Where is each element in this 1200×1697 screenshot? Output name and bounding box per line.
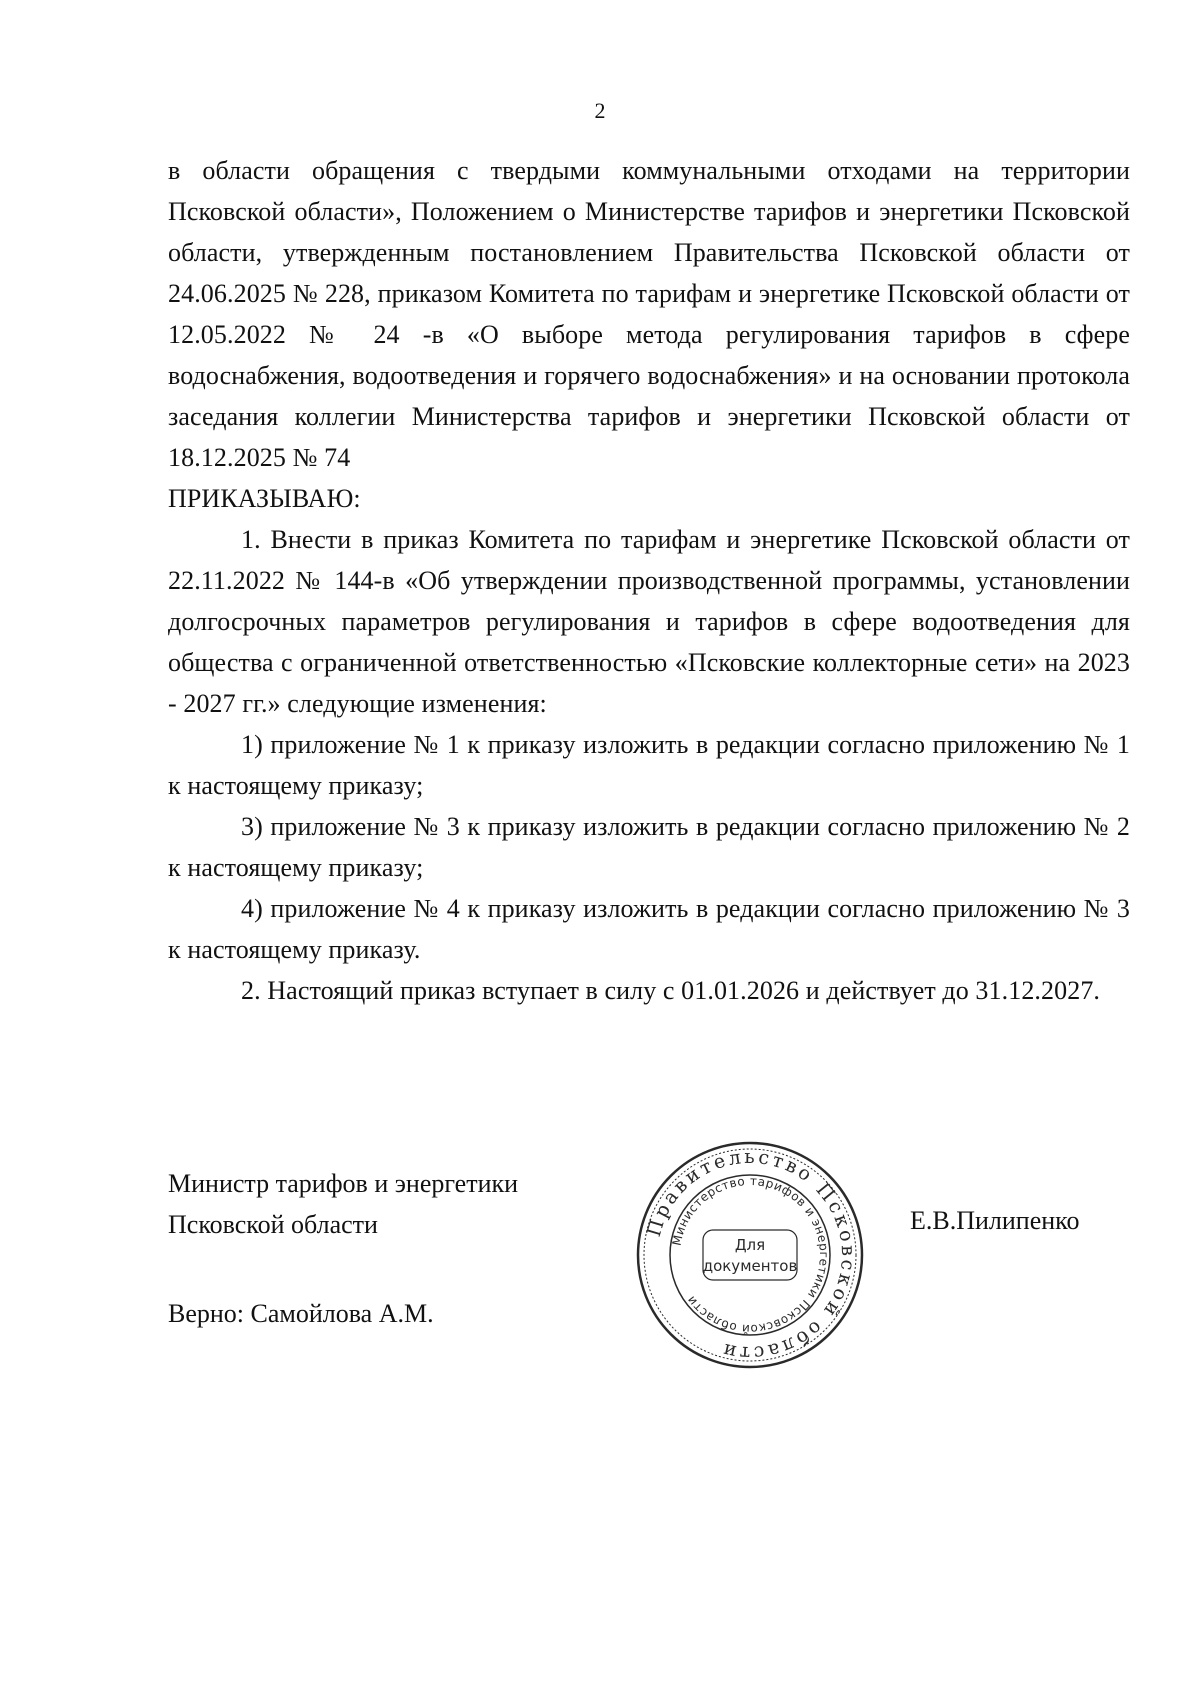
certified-copy-note: Верно: Самойлова А.М.	[168, 1299, 434, 1328]
stamp-seal-icon	[625, 1130, 875, 1380]
sub-item-1: 1) приложение № 1 к приказу изложить в редакции согласно приложению № 1 к настоящему приказу;	[168, 730, 1130, 800]
stamp-center-line-2: документов	[702, 1257, 798, 1275]
signatory-name: Е.В.Пилипенко	[910, 1206, 1080, 1235]
document-body	[168, 150, 1130, 1011]
page-number: 2	[594, 98, 606, 123]
signatory-title-line-1: Министр тарифов и энергетики	[168, 1169, 519, 1198]
sub-item-4: 4) приложение № 4 к приказу изложить в редакции согласно приложению № 3 к настоящему приказу.	[168, 894, 1130, 964]
order-item-2: 2. Настоящий приказ вступает в силу с 01.01.2026 и действует до 31.12.2027.	[241, 976, 1101, 1005]
signatory-title-line-2: Псковской области	[168, 1210, 378, 1239]
stamp-inner-text-path: Министерство тарифов и энергетики Псковской области	[669, 1173, 832, 1337]
signatory-title	[168, 1163, 518, 1245]
order-heading: ПРИКАЗЫВАЮ:	[168, 484, 361, 513]
stamp-outer-text-path: Правительство Псковской области	[642, 1145, 860, 1365]
sub-item-3: 3) приложение № 3 к приказу изложить в редакции согласно приложению № 2 к настоящему приказу;	[168, 812, 1130, 882]
stamp-center-line-1: Для	[734, 1236, 766, 1254]
official-stamp	[625, 1130, 875, 1380]
stamp-inner-text	[670, 1174, 831, 1336]
order-item-1: 1. Внести в приказ Комитета по тарифам и энергетике Псковской области от 22.11.2022 № 144-в «Об утверждении производственной программы, установлении долгосрочных параметров регулирования и тарифов в сфере водоотведения для общества с ограниченной ответственностью «Псковские коллекторные сети» на 2023 - 2027 гг.» следующие изменения:	[168, 525, 1130, 718]
intro-paragraph: в области обращения с твердыми коммунальными отходами на территории Псковской области», Положением о Министерстве тарифов и энергетики Псковской области, утвержденным постановлением Правительства Псковской области от 24.06.2025 № 228, приказом Комитета по тарифам и энергетике Псковской области от 12.05.2022 № 24 -в «О выборе метода регулирования тарифов в сфере водоснабжения, водоотведения и горячего водоснабжения» и на основании протокола заседания коллегии Министерства тарифов и энергетики Псковской области от 18.12.2025 № 74	[168, 156, 1130, 472]
